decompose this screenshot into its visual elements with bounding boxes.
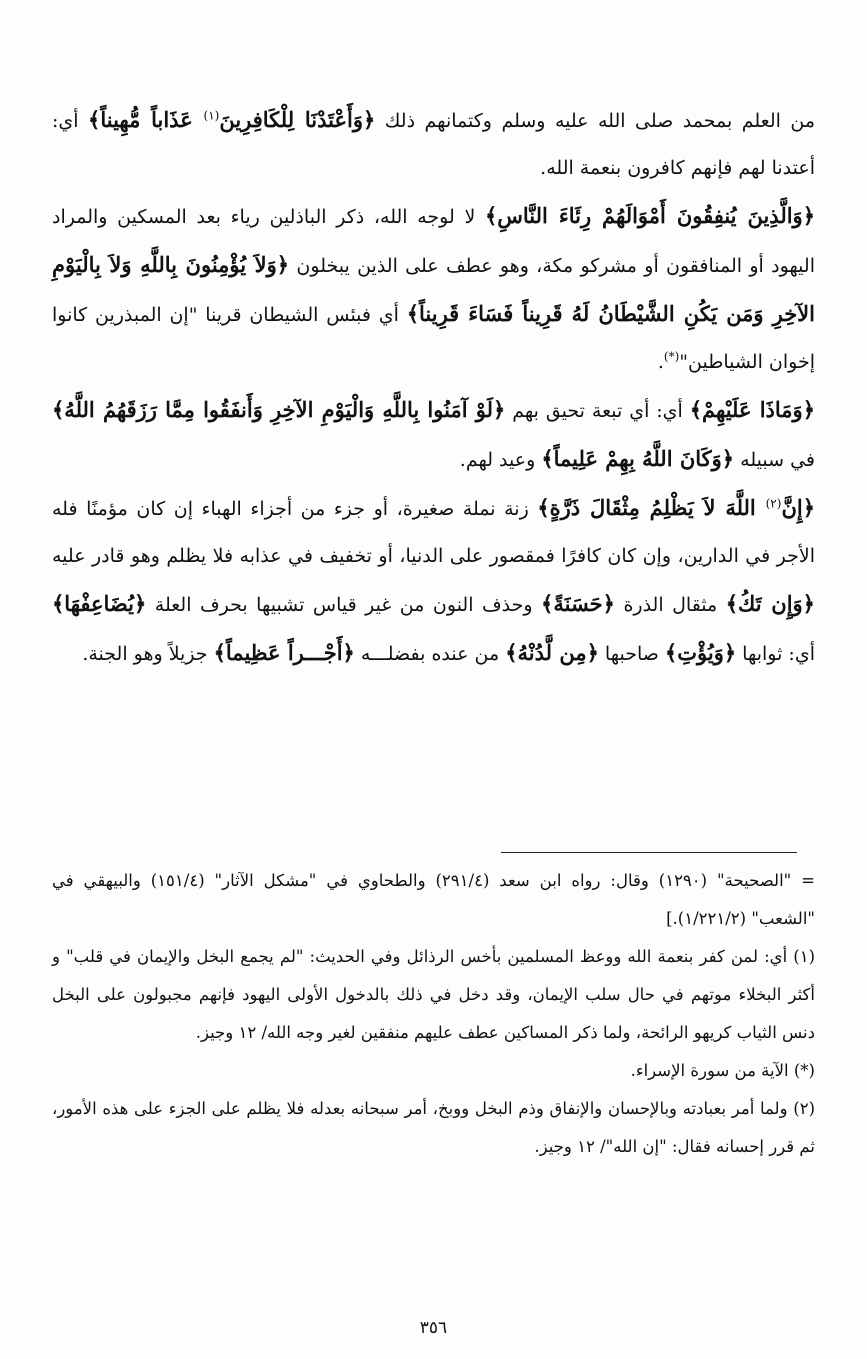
footnote-star: (*) الآية من سورة الإسراء. [630,1061,815,1080]
quran-verse: ﴿وَأَعْتَدْنَا لِلْكَافِرِينَ [219,107,376,132]
quran-verse: ﴿وَمَاذَا عَلَيْهِمْ﴾ [689,397,816,422]
quran-verse: ﴿مِن لَّدُنْهُ﴾ [505,640,599,665]
main-text [52,96,815,678]
footnote-marker: (١) [203,108,220,123]
footnote-continuation: = "الصحيحة" (١٢٩٠) وقال: رواه ابن سعد (٢٩١/٤) والطحاوي في "مشكل الآثار" (١٥١/٤) والبيهقي في "الشعب" (١/٢٢١/٢).] [52,871,815,928]
paragraph: ﴿إِنَّ$^{(٢)}$ اللَّهَ لاَ يَظْلِمُ مِثْقَالَ ذَرَّةٍ﴾ زنة نملة صغيرة، أو جزء من أجزاء الهباء إن كان مؤمنًا فله الأجر في الدارين، وإن كان كافرًا فمقصور على الدنيا، أو تخفيف في عذابه فلا يظلم وهو قادر عليه ﴿وَإِن تَكُ﴾ مثقال الذرة ﴿حَسَنَةً﴾ وحذف النون من غير قياس تشبيها بحرف العلة ﴿يُضَاعِفْهَا﴾ أي: ثوابها ﴿وَيُؤْتِ﴾ صاحبها ﴿مِن لَّدُنْهُ﴾ من عنده بفضلـــه ﴿أَجْـــراً عَظِيماً﴾ جزيلاً وهو الجنة. [52,495,815,665]
footnote-marker: (*) [663,349,680,364]
quran-verse: عَذَاباً مُّهِيناً﴾ [88,107,204,132]
paragraph: من العلم بمحمد صلى الله عليه وسلم وكتمانهم ذلك ﴿وَأَعْتَدْنَا لِلْكَافِرِينَ$^{(١)}$ عَذَاباً مُّهِيناً﴾ أي: أعتدنا لهم فإنهم كافرون بنعمة الله. [52,107,816,179]
quran-verse: ﴿وَإِن تَكُ﴾ [725,591,815,616]
footnote-2: (٢) ولما أمر بعبادته وبالإحسان والإنفاق وذم البخل ووبخ، أمر سبحانه بعدله فلا يظلم على الجزء على هذه الأمور، ثم قرر إحسانه فقال: "إن الله"/ ١٢ وجيز. [52,1099,815,1156]
quran-verse: اللَّهَ لاَ يَظْلِمُ مِثْقَالَ ذَرَّةٍ﴾ [537,495,766,520]
quran-verse: ﴿وَكَانَ اللَّهُ بِهِمْ عَلِيماً﴾ [541,446,735,471]
quran-verse: ﴿إِنَّ [781,495,815,520]
footnote-marker: (٢) [765,496,782,511]
quran-verse: ﴿أَجْـــراً عَظِيماً﴾ [213,640,355,665]
footnotes [52,862,815,1166]
quran-verse: ﴿لَوْ آمَنُوا بِاللَّهِ وَالْيَوْمِ الآخِرِ وَأَنفَقُوا مِمَّا رَزَقَهُمُ اللَّهُ﴾ [52,397,506,422]
paragraph: ﴿وَالَّذِينَ يُنفِقُونَ أَمْوَالَهُمْ رِئَاءَ النَّاسِ﴾ لا لوجه الله، ذكر الباذلين رياء بعد المسكين والمراد اليهود أو المنافقون أو مشركو مكة، وهو عطف على الذين يبخلون ﴿وَلاَ يُؤْمِنُونَ بِاللَّهِ وَلاَ بِالْيَوْمِ الآخِرِ وَمَن يَكُنِ الشَّيْطَانُ لَهُ قَرِيناً فَسَاءَ قَرِيناً﴾ أي فبئس الشيطان قرينا "إن المبذرين كانوا إخوان الشياطين"(*). [52,203,815,373]
footnote-1: (١) أي: لمن كفر بنعمة الله ووعظ المسلمين بأخس الرذائل وفي الحديث: "لم يجمع البخل والإيمان في قلب" و أكثر البخلاء موتهم في حال سلب الإيمان، وقد دخل في ذلك بالدخول الأولى اليهود فإنهم مجبولون على البخل دنس الثياب كريهو الرائحة، ولما ذكر المساكين عطف عليهم منفقين لغير وجه الله/ ١٢ وجيز. [52,947,815,1042]
quran-verse: ﴿وَلاَ يُؤْمِنُونَ بِاللَّهِ وَلاَ بِالْيَوْمِ الآخِرِ وَمَن يَكُنِ الشَّيْطَانُ لَهُ قَرِيناً فَسَاءَ قَرِيناً﴾ [52,252,815,326]
page-number: ٣٥٦ [419,1318,448,1338]
quran-verse: ﴿وَيُؤْتِ﴾ [664,640,737,665]
paragraph: ﴿وَمَاذَا عَلَيْهِمْ﴾ أي: أي تبعة تحيق بهم ﴿لَوْ آمَنُوا بِاللَّهِ وَالْيَوْمِ الآخِرِ وَأَنفَقُوا مِمَّا رَزَقَهُمُ اللَّهُ﴾ في سبيله ﴿وَكَانَ اللَّهُ بِهِمْ عَلِيماً﴾ وعيد لهم. [52,397,816,471]
quran-verse: ﴿حَسَنَةً﴾ [541,591,615,616]
footnote-divider [501,852,797,853]
quran-verse: ﴿يُضَاعِفْهَا﴾ [52,591,147,616]
quran-verse: ﴿وَالَّذِينَ يُنفِقُونَ أَمْوَالَهُمْ رِئَاءَ النَّاسِ﴾ [484,203,815,228]
